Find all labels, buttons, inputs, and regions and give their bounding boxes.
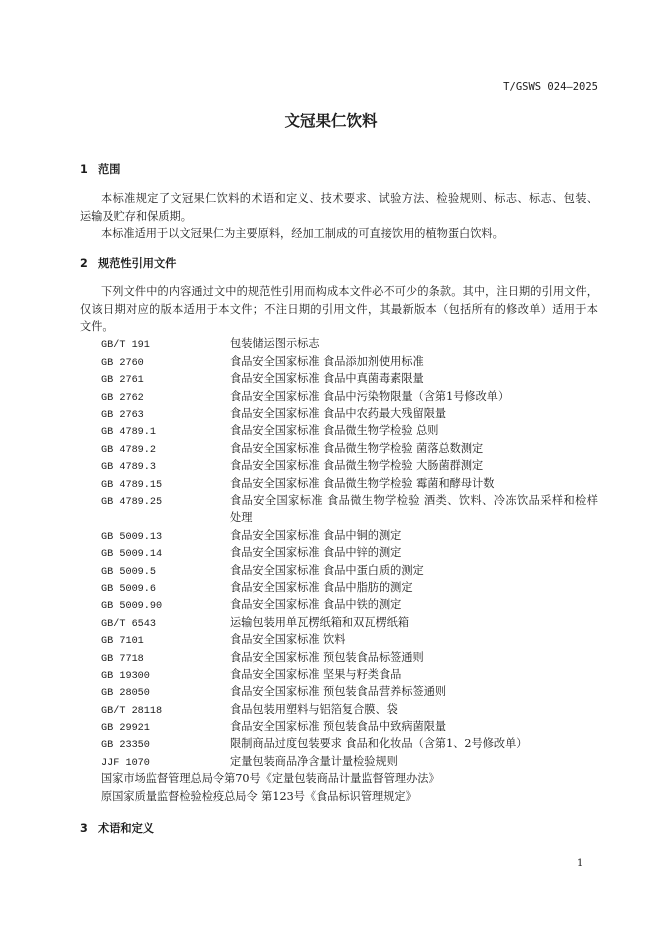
reference-code: GB/T 6543 [101, 618, 157, 630]
reference-title: 定量包装商品净含量计量检验规则 [230, 754, 398, 768]
reference-entry [80, 614, 598, 631]
reference-code: GB 5009.13 [101, 531, 163, 543]
regulation-entry: 原国家质量监督检验检疫总局令 第123号《食品标识管理规定》 [101, 789, 417, 803]
reference-title: 食品包装用塑料与铝箔复合膜、袋 [230, 702, 398, 716]
reference-code: GB 4789.2 [101, 444, 157, 456]
reference-entry [80, 683, 598, 700]
paragraph [80, 283, 598, 335]
reference-title: 食品安全国家标准 食品中污染物限量（含第1号修改单） [230, 389, 510, 403]
reference-code: GB 4789.15 [101, 479, 163, 491]
reference-code: GB 23350 [101, 740, 150, 752]
reference-entry [80, 735, 598, 752]
reference-entry [80, 649, 598, 666]
section-1-body [80, 190, 598, 242]
reference-entry [80, 370, 598, 387]
reference-title: 运输包装用单瓦楞纸箱和双瓦楞纸箱 [230, 615, 410, 629]
reference-code: GB 2762 [101, 392, 144, 404]
reference-title: 包装储运图示标志 [230, 337, 320, 351]
reference-entry [80, 701, 598, 718]
section-title: 术语和定义 [98, 822, 154, 836]
reference-entry [80, 440, 598, 457]
reference-list [80, 335, 598, 805]
reference-title: 食品安全国家标准 饮料 [230, 633, 346, 647]
section-number: 1 [80, 163, 88, 177]
reference-code: JJF 1070 [101, 757, 150, 769]
reference-title: 限制商品过度包装要求 食品和化妆品（含第1、2号修改单） [230, 737, 528, 751]
paragraph [80, 225, 598, 242]
reference-entry [80, 631, 598, 648]
reference-code: GB/T 28118 [101, 705, 163, 717]
reference-title: 食品安全国家标准 食品中铜的测定 [230, 528, 402, 542]
reference-entry [80, 492, 598, 509]
reference-code: GB 4789.3 [101, 462, 157, 474]
reference-entry [80, 457, 598, 474]
reference-title: 食品安全国家标准 食品中脂肪的测定 [230, 580, 413, 594]
reference-entry [80, 527, 598, 544]
reference-title: 食品安全国家标准 食品中铁的测定 [230, 598, 402, 612]
reference-title: 食品安全国家标准 预包装食品标签通则 [230, 650, 424, 664]
reference-code: GB 2760 [101, 357, 144, 369]
reference-title-continuation: 处理 [230, 511, 253, 525]
paragraph-line: 运输及贮存和保质期。 [80, 209, 192, 223]
reference-title: 食品安全国家标准 食品中农药最大残留限量 [230, 407, 447, 421]
reference-title: 食品安全国家标准 食品中真菌毒素限量 [230, 372, 424, 386]
reference-code: GB 5009.90 [101, 601, 163, 613]
reference-code: GB 2761 [101, 375, 144, 387]
reference-title: 食品安全国家标准 食品微生物学检验 霉菌和酵母计数 [230, 476, 495, 490]
reference-entry [80, 544, 598, 561]
paragraph-line: 仅该日期对应的版本适用于本文件；不注日期的引用文件，其最新版本（包括所有的修改单）适用于本 [80, 302, 598, 316]
reference-title: 食品安全国家标准 食品微生物学检验 酒类、饮料、冷冻饮品采样和检样 [230, 493, 598, 507]
reference-title: 食品安全国家标准 预包装食品中致病菌限量 [230, 720, 447, 734]
reference-entry [80, 388, 598, 405]
paragraph [80, 190, 598, 225]
reference-code: GB 4789.25 [101, 496, 163, 508]
reference-entry [80, 753, 598, 770]
section-3-heading [80, 820, 154, 837]
reference-entry [80, 353, 598, 370]
reference-entry [80, 422, 598, 439]
reference-entry [80, 718, 598, 735]
document-number: T/GSWS 024—2025 [503, 81, 598, 93]
reference-entry [80, 335, 598, 352]
reference-code: GB 29921 [101, 723, 150, 735]
reference-title: 食品安全国家标准 食品添加剂使用标准 [230, 354, 424, 368]
reference-code: GB 7718 [101, 653, 144, 665]
reference-code: GB 5009.5 [101, 566, 157, 578]
reference-title: 食品安全国家标准 预包装食品营养标签通则 [230, 685, 447, 699]
reference-entry [80, 405, 598, 422]
reference-code: GB 2763 [101, 410, 144, 422]
reference-code: GB 19300 [101, 670, 150, 682]
section-number: 2 [80, 257, 88, 271]
reference-entry [80, 562, 598, 579]
section-title: 规范性引用文件 [98, 257, 177, 271]
reference-code: GB 4789.1 [101, 427, 157, 439]
paragraph-line: 下列文件中的内容通过文中的规范性引用而构成本文件必不可少的条款。其中，注日期的引用文件， [101, 285, 598, 299]
reference-title: 食品安全国家标准 食品微生物学检验 总则 [230, 424, 439, 438]
document-title: 文冠果仁饮料 [284, 112, 378, 130]
paragraph-line: 本标准规定了文冠果仁饮料的术语和定义、技术要求、试验方法、检验规则、标志、标志、包装、 [101, 192, 598, 206]
paragraph-line: 文件。 [80, 320, 114, 334]
reference-entry [80, 666, 598, 683]
reference-code: GB 5009.6 [101, 583, 157, 595]
reference-code: GB 28050 [101, 688, 150, 700]
reference-code: GB/T 191 [101, 340, 150, 352]
section-number: 3 [80, 822, 88, 836]
reference-title: 食品安全国家标准 食品微生物学检验 菌落总数测定 [230, 441, 484, 455]
reference-code: GB 5009.14 [101, 549, 163, 561]
section-2-heading [80, 255, 176, 272]
reference-entry [80, 579, 598, 596]
section-title: 范围 [98, 163, 121, 177]
paragraph-line: 本标准适用于以文冠果仁为主要原料，经加工制成的可直接饮用的植物蛋白饮料。 [101, 227, 504, 241]
reference-title: 食品安全国家标准 食品微生物学检验 大肠菌群测定 [230, 459, 484, 473]
reference-code: GB 7101 [101, 636, 144, 648]
section-2-body [80, 283, 598, 805]
section-1-heading [80, 161, 120, 178]
reference-entry [80, 596, 598, 613]
page-number: 1 [577, 858, 584, 869]
regulation-entry: 国家市场监督管理总局令第70号《定量包装商品计量监督管理办法》 [101, 772, 440, 786]
reference-entry [80, 475, 598, 492]
reference-title: 食品安全国家标准 食品中锌的测定 [230, 546, 402, 560]
reference-title: 食品安全国家标准 食品中蛋白质的测定 [230, 563, 424, 577]
reference-title: 食品安全国家标准 坚果与籽类食品 [230, 667, 402, 681]
